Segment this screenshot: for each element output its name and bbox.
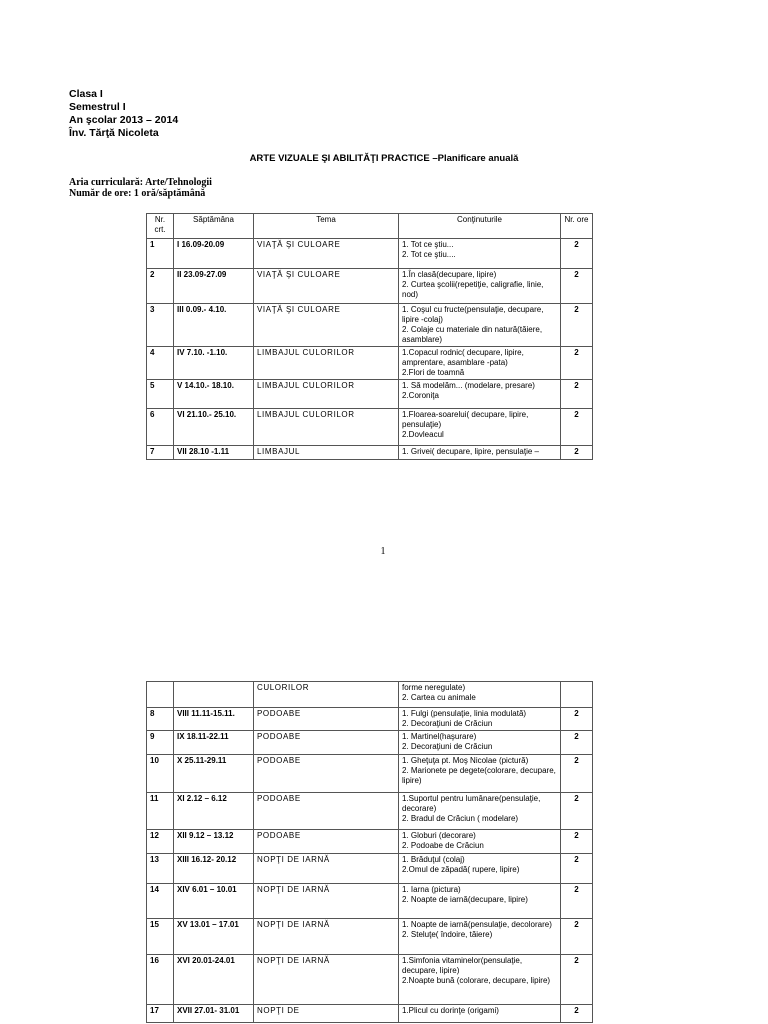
content-line: 1.Plicul cu dorinţe (origami): [402, 1006, 499, 1015]
row-content: [399, 380, 561, 409]
row-week: III 0.09.- 4.10.: [174, 304, 254, 347]
content-line: 2.Noapte bună (colorare, decupare, lipire): [402, 976, 551, 985]
row-content: [399, 446, 561, 460]
row-week: XIII 16.12- 20.12: [174, 854, 254, 884]
row-number: 11: [147, 793, 174, 830]
content-line: 1. Gheţuţa pt. Moş Nicolae (pictură): [402, 756, 529, 765]
row-content: [399, 409, 561, 446]
row-content: [399, 830, 561, 854]
content-line: 2. Podoabe de Crăciun: [402, 841, 484, 850]
page-number: 1: [380, 546, 386, 557]
row-content: [399, 731, 561, 755]
content-line: 2. Bradul de Crăciun ( modelare): [402, 814, 519, 823]
row-hours: 2: [561, 793, 593, 830]
row-week: I 16.09-20.09: [174, 239, 254, 269]
planning-table-page2: [146, 681, 593, 1023]
table-row: [147, 755, 593, 793]
row-theme: PODOABE: [254, 755, 399, 793]
row-week: VIII 11.11-15.11.: [174, 708, 254, 731]
row-number: 6: [147, 409, 174, 446]
row-week: XI 2.12 – 6.12: [174, 793, 254, 830]
row-number: 7: [147, 446, 174, 460]
content-line: 2.Dovleacul: [402, 430, 444, 439]
header-hours: Nr. ore: [561, 214, 593, 239]
content-line: 2. Steluţe( îndoire, tăiere): [402, 930, 493, 939]
table-row: [147, 239, 593, 269]
row-number: 10: [147, 755, 174, 793]
row-week: IV 7.10. -1.10.: [174, 347, 254, 380]
header-theme: Tema: [254, 214, 399, 239]
row-theme: PODOABE: [254, 708, 399, 731]
row-theme: PODOABE: [254, 731, 399, 755]
table-row: [147, 682, 593, 708]
row-number: 2: [147, 269, 174, 304]
row-content: [399, 884, 561, 919]
table-row: [147, 347, 593, 380]
content-line: 2. Decoraţiuni de Crăciun: [402, 742, 493, 751]
content-line: 1. Martinel(haşurare): [402, 732, 477, 741]
row-hours: 2: [561, 731, 593, 755]
row-theme: NOPŢI DE IARNĂ: [254, 884, 399, 919]
table-row: [147, 854, 593, 884]
row-hours: 2: [561, 884, 593, 919]
table-row: [147, 1005, 593, 1023]
content-line: 2.Omul de zăpadă( rupere, lipire): [402, 865, 520, 874]
row-theme: LIMBAJUL CULORILOR: [254, 380, 399, 409]
row-theme: VIAŢĂ ŞI CULOARE: [254, 239, 399, 269]
content-line: 2. Colaje cu materiale din natură(tăiere, asamblare): [402, 325, 543, 344]
row-number: 12: [147, 830, 174, 854]
content-line: 2. Marionete pe degete(colorare, decupare, lipire): [402, 766, 556, 785]
row-number: [147, 682, 174, 708]
row-number: 14: [147, 884, 174, 919]
table-row: [147, 380, 593, 409]
row-week: XVII 27.01- 31.01: [174, 1005, 254, 1023]
row-theme: VIAŢĂ ŞI CULOARE: [254, 269, 399, 304]
row-hours: 2: [561, 955, 593, 1005]
content-line: 2. Cartea cu animale: [402, 693, 476, 702]
planning-table-page1: [146, 213, 593, 460]
content-line: 1.Suportul pentru lumânare(pensulaţie, decorare): [402, 794, 541, 813]
content-line: 1. Să modelăm... (modelare, presare): [402, 381, 535, 390]
row-hours: 2: [561, 919, 593, 955]
row-content: [399, 955, 561, 1005]
row-hours: 2: [561, 409, 593, 446]
table-row: [147, 731, 593, 755]
row-content: [399, 682, 561, 708]
row-hours: [561, 682, 593, 708]
content-line: 1.Simfonia vitaminelor(pensulaţie, decupare, lipire): [402, 956, 523, 975]
row-content: [399, 1005, 561, 1023]
school-year-label: An şcolar 2013 – 2014: [69, 114, 179, 126]
row-content: [399, 919, 561, 955]
table-row: [147, 793, 593, 830]
content-line: 2. Decoraţiuni de Crăciun: [402, 719, 493, 728]
table-row: [147, 304, 593, 347]
table-row: [147, 269, 593, 304]
row-week: V 14.10.- 18.10.: [174, 380, 254, 409]
content-line: 1. Brăduţul (colaj): [402, 855, 465, 864]
row-theme: VIAŢĂ ŞI CULOARE: [254, 304, 399, 347]
content-line: 1. Globuri (decorare): [402, 831, 476, 840]
row-hours: 2: [561, 304, 593, 347]
row-theme: PODOABE: [254, 793, 399, 830]
row-theme: PODOABE: [254, 830, 399, 854]
row-week: XVI 20.01-24.01: [174, 955, 254, 1005]
row-theme: LIMBAJUL CULORILOR: [254, 347, 399, 380]
content-line: 1. Coşul cu fructe(pensulaţie, decupare, lipire -colaj): [402, 305, 544, 324]
row-hours: 2: [561, 269, 593, 304]
row-week: XII 9.12 – 13.12: [174, 830, 254, 854]
class-label: Clasa I: [69, 88, 103, 100]
header-week: Săptămâna: [174, 214, 254, 239]
row-theme: NOPŢI DE: [254, 1005, 399, 1023]
row-number: 1: [147, 239, 174, 269]
content-line: 2.Coroniţa: [402, 391, 439, 400]
row-number: 4: [147, 347, 174, 380]
row-theme: LIMBAJUL: [254, 446, 399, 460]
header-nr: Nr. crt.: [147, 214, 174, 239]
row-content: [399, 269, 561, 304]
row-content: [399, 854, 561, 884]
row-week: VII 28.10 -1.11: [174, 446, 254, 460]
row-content: [399, 304, 561, 347]
row-number: 16: [147, 955, 174, 1005]
row-hours: 2: [561, 1005, 593, 1023]
row-number: 5: [147, 380, 174, 409]
row-week: [174, 682, 254, 708]
row-hours: 2: [561, 755, 593, 793]
document-title: ARTE VIZUALE ŞI ABILITĂŢI PRACTICE –Planificare anuală: [249, 153, 519, 164]
row-week: IX 18.11-22.11: [174, 731, 254, 755]
row-hours: 2: [561, 854, 593, 884]
table-row: [147, 884, 593, 919]
table-row: [147, 708, 593, 731]
curriculum-info: [69, 177, 212, 199]
row-week: VI 21.10.- 25.10.: [174, 409, 254, 446]
content-line: 1.În clasă(decupare, lipire): [402, 270, 497, 279]
content-line: 1. Tot ce ştiu...: [402, 240, 454, 249]
row-content: [399, 793, 561, 830]
row-number: 13: [147, 854, 174, 884]
hours-per-week: Număr de ore: 1 oră/săptămână: [69, 188, 206, 199]
row-hours: 2: [561, 380, 593, 409]
table-row: [147, 446, 593, 460]
row-number: 15: [147, 919, 174, 955]
row-theme: NOPŢI DE IARNĂ: [254, 919, 399, 955]
row-number: 17: [147, 1005, 174, 1023]
row-hours: 2: [561, 708, 593, 731]
row-week: II 23.09-27.09: [174, 269, 254, 304]
row-number: 9: [147, 731, 174, 755]
row-hours: 2: [561, 446, 593, 460]
row-content: [399, 347, 561, 380]
row-content: [399, 755, 561, 793]
content-line: 1. Fulgi (pensulaţie, linia modulată): [402, 709, 527, 718]
row-week: X 25.11-29.11: [174, 755, 254, 793]
table-row: [147, 830, 593, 854]
content-line: 1.Floarea-soarelui( decupare, lipire, pensulaţie): [402, 410, 529, 429]
row-content: [399, 708, 561, 731]
content-line: 1. Noapte de iarnă(pensulaţie, decolorare): [402, 920, 552, 929]
header-content: Conţinuturile: [399, 214, 561, 239]
curriculum-area: Aria curriculară: Arte/Tehnologii: [69, 177, 212, 188]
row-number: 3: [147, 304, 174, 347]
content-line: 2. Noapte de iarnă(decupare, lipire): [402, 895, 528, 904]
row-theme: LIMBAJUL CULORILOR: [254, 409, 399, 446]
row-hours: 2: [561, 239, 593, 269]
content-line: 2. Curtea şcolii(repetiţie, caligrafie, linie, nod): [402, 280, 544, 299]
row-week: XIV 6.01 – 10.01: [174, 884, 254, 919]
table-header-row: [147, 214, 593, 239]
row-week: XV 13.01 – 17.01: [174, 919, 254, 955]
table-row: [147, 919, 593, 955]
row-hours: 2: [561, 347, 593, 380]
content-line: 1.Copacul rodnic( decupare, lipire, amprentare, asamblare -pata): [402, 348, 524, 367]
content-line: forme neregulate): [402, 683, 466, 692]
row-theme: NOPŢI DE IARNĂ: [254, 854, 399, 884]
content-line: 2. Tot ce ştiu....: [402, 250, 456, 259]
row-number: 8: [147, 708, 174, 731]
content-line: 1. Grivei( decupare, lipire, pensulaţie –: [402, 447, 539, 456]
table-row: [147, 409, 593, 446]
row-theme: NOPŢI DE IARNĂ: [254, 955, 399, 1005]
row-hours: 2: [561, 830, 593, 854]
row-content: [399, 239, 561, 269]
row-theme: CULORILOR: [254, 682, 399, 708]
content-line: 1. Iarna (pictura): [402, 885, 461, 894]
semester-label: Semestrul I: [69, 101, 126, 113]
content-line: 2.Flori de toamnă: [402, 368, 465, 377]
table-row: [147, 955, 593, 1005]
teacher-label: Înv. Tărţă Nicoleta: [69, 127, 159, 139]
document-header: [69, 88, 178, 140]
